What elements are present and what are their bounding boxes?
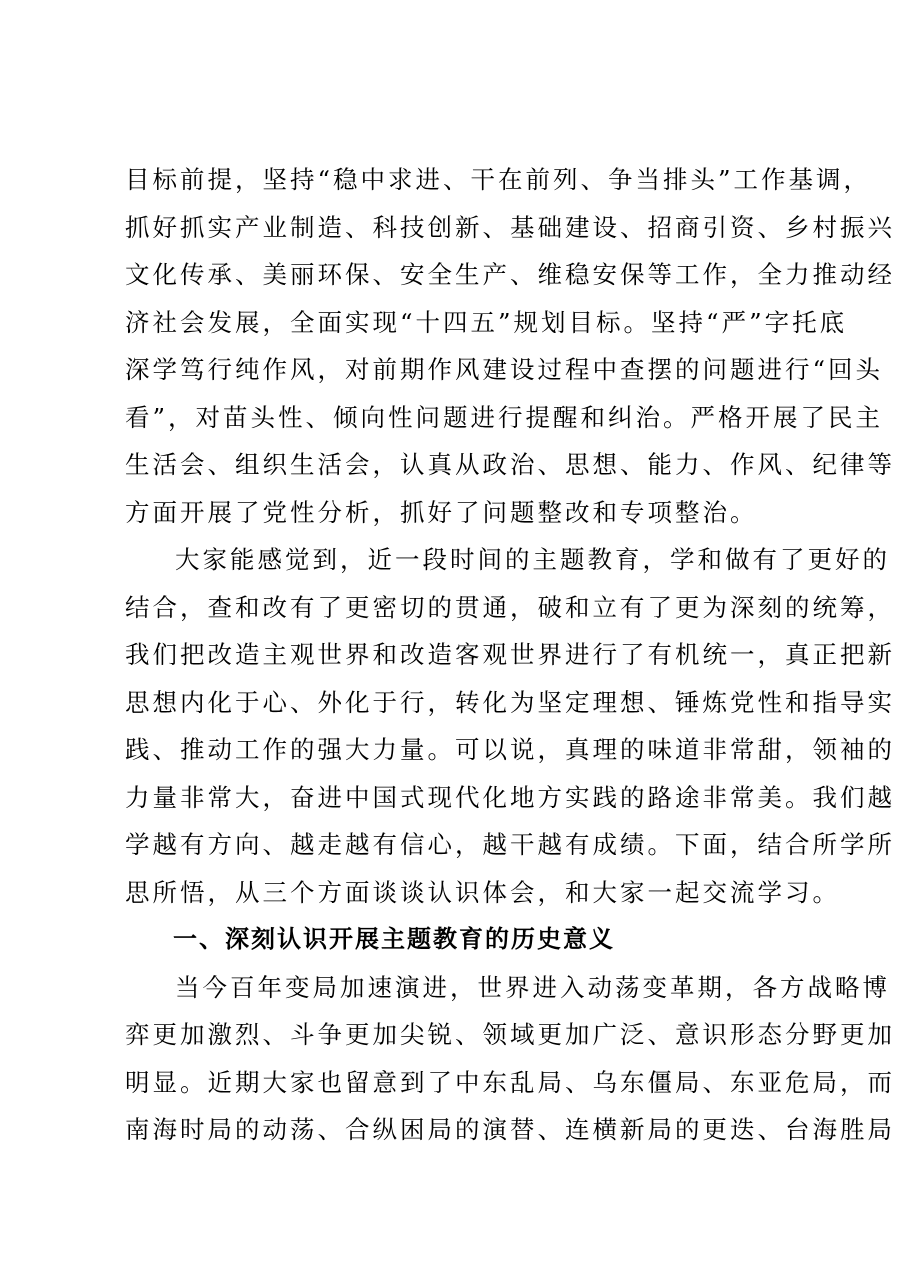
section-heading: 一、深刻认识开展主题教育的历史意义 (173, 925, 615, 953)
paragraph-line: 深学笃行纯作风，对前期作风建设过程中查摆的问题进行“回头 (125, 355, 884, 384)
paragraph-line: 当今百年变局加速演进，世界进入动荡变革期，各方战略博 (175, 972, 890, 1002)
paragraph-line: 南海时局的动荡、合纵困局的演替、连横新局的更迭、台海胜局 (125, 1115, 895, 1144)
paragraph-line: 践、推动工作的强大力量。可以说，真理的味道非常甜，领袖的 (125, 735, 895, 764)
paragraph-line: 结合，查和改有了更密切的贯通，破和立有了更为深刻的统筹， (125, 592, 895, 622)
paragraph-line: 看”，对苗头性、倾向性问题进行提醒和纠治。严格开展了民主 (125, 402, 884, 432)
paragraph-line: 我们把改造主观世界和改造客观世界进行了有机统一，真正把新 (125, 640, 895, 669)
paragraph-line: 弈更加激烈、斗争更加尖锐、领域更加广泛、意识形态分野更加 (125, 1020, 895, 1049)
paragraph-line: 生活会、组织生活会，认真从政治、思想、能力、作风、纪律等 (125, 450, 895, 479)
paragraph-line: 济社会发展，全面实现“十四五”规划目标。坚持“严”字托底 (125, 307, 848, 337)
paragraph-line: 文化传承、美丽环保、安全生产、维稳安保等工作，全力推动经 (125, 260, 895, 289)
paragraph-line: 力量非常大，奋进中国式现代化地方实践的路途非常美。我们越 (125, 782, 895, 812)
paragraph-line: 大家能感觉到，近一段时间的主题教育，学和做有了更好的 (175, 545, 890, 574)
paragraph-line: 目标前提，坚持“稳中求进、干在前列、争当排头”工作基调， (125, 165, 872, 194)
paragraph-line: 明显。近期大家也留意到了中东乱局、乌东僵局、东亚危局，而 (125, 1067, 895, 1097)
document-body (125, 156, 895, 1154)
paragraph-line: 学越有方向、越走越有信心，越干越有成绩。下面，结合所学所 (125, 830, 895, 859)
paragraph-line: 抓好抓实产业制造、科技创新、基础建设、招商引资、乡村振兴 (125, 212, 895, 242)
paragraph-line: 思想内化于心、外化于行，转化为坚定理想、锤炼党性和指导实 (125, 687, 895, 717)
paragraph-line: 方面开展了党性分析，抓好了问题整改和专项整治。 (125, 497, 758, 527)
paragraph-line: 思所悟，从三个方面谈谈认识体会，和大家一起交流学习。 (125, 877, 840, 907)
